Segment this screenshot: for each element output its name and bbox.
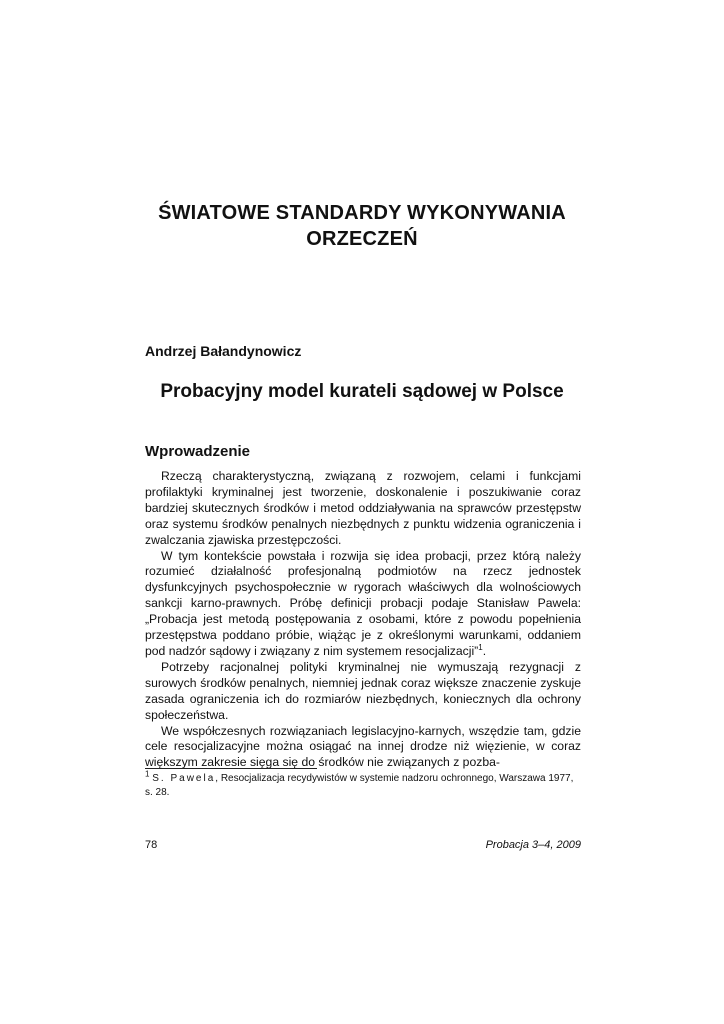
footnote-text: , Resocjalizacja recydywistów w systemie nadzoru ochronnego, Warszawa 1977, s. 28.: [145, 773, 574, 798]
footnote-author: S. Pawela: [152, 773, 216, 784]
paragraph-text: W tym kontekście powstała i rozwija się idea probacji, przez którą należy rozumieć działalność profesjonalną podmiotów na rzecz jednostek dysfunkcyjnych psychospołecznie w rygorach właściwych dla wolnościowych sankcji karno-prawnych. Próbę definicji probacji podaje Stanisław Pawela: „Probacja jest metodą postępowania z osobami, które z powodu popełnienia przestępstwa poddano próbie, wiążąc je z określonymi warunkami, oddaniem pod nadzór sądowy i związany z nim systemem resocjalizacji”: [145, 548, 581, 658]
paragraph-tail: .: [482, 643, 487, 658]
journal-reference: Probacja 3–4, 2009: [485, 839, 581, 851]
paragraph: [145, 549, 581, 660]
paragraph: We współczesnych rozwiązaniach legislacyjno-karnych, wszędzie tam, gdzie cele resocjalizacyjne można osiągać na innej drodze niż więzienie, w coraz większym zakresie sięga się do środków nie związanych z pozba-: [145, 723, 581, 770]
article-body: [145, 469, 581, 771]
article-title: Probacyjny model kurateli sądowej w Polsce: [160, 381, 564, 402]
article-author: Andrzej Bałandynowicz: [145, 343, 302, 359]
chapter-title-line-1: ŚWIATOWE STANDARDY WYKONYWANIA: [158, 202, 566, 224]
footnote-divider: [145, 768, 317, 769]
footnote-reference: 1: [478, 642, 483, 652]
footnote: [145, 769, 581, 800]
chapter-title-line-2: ORZECZEŃ: [306, 228, 418, 250]
chapter-title: [100, 200, 624, 252]
page-number: 78: [145, 839, 158, 851]
paragraph: Potrzeby racjonalnej polityki kryminalnej nie wymuszają rezygnacji z surowych środków penalnych, niemniej jednak coraz większe znaczenie zyskuje zasada ograniczenia ich do rozmiarów niezbędnych, koniecznych dla ochrony społeczeństwa.: [145, 659, 581, 722]
section-heading: Wprowadzenie: [145, 443, 251, 460]
footnote-number: 1: [145, 769, 150, 779]
paragraph: Rzeczą charakterystyczną, związaną z rozwojem, celami i funkcjami profilaktyki kryminalnej jest tworzenie, doskonalenie i poszukiwanie coraz bardziej skutecznych środków i metod oddziaływania na sprawców przestępstw oraz systemu środków penalnych niezbędnych z punktu widzenia ograniczenia i zwalczania zjawiska przestępczości.: [145, 469, 581, 547]
